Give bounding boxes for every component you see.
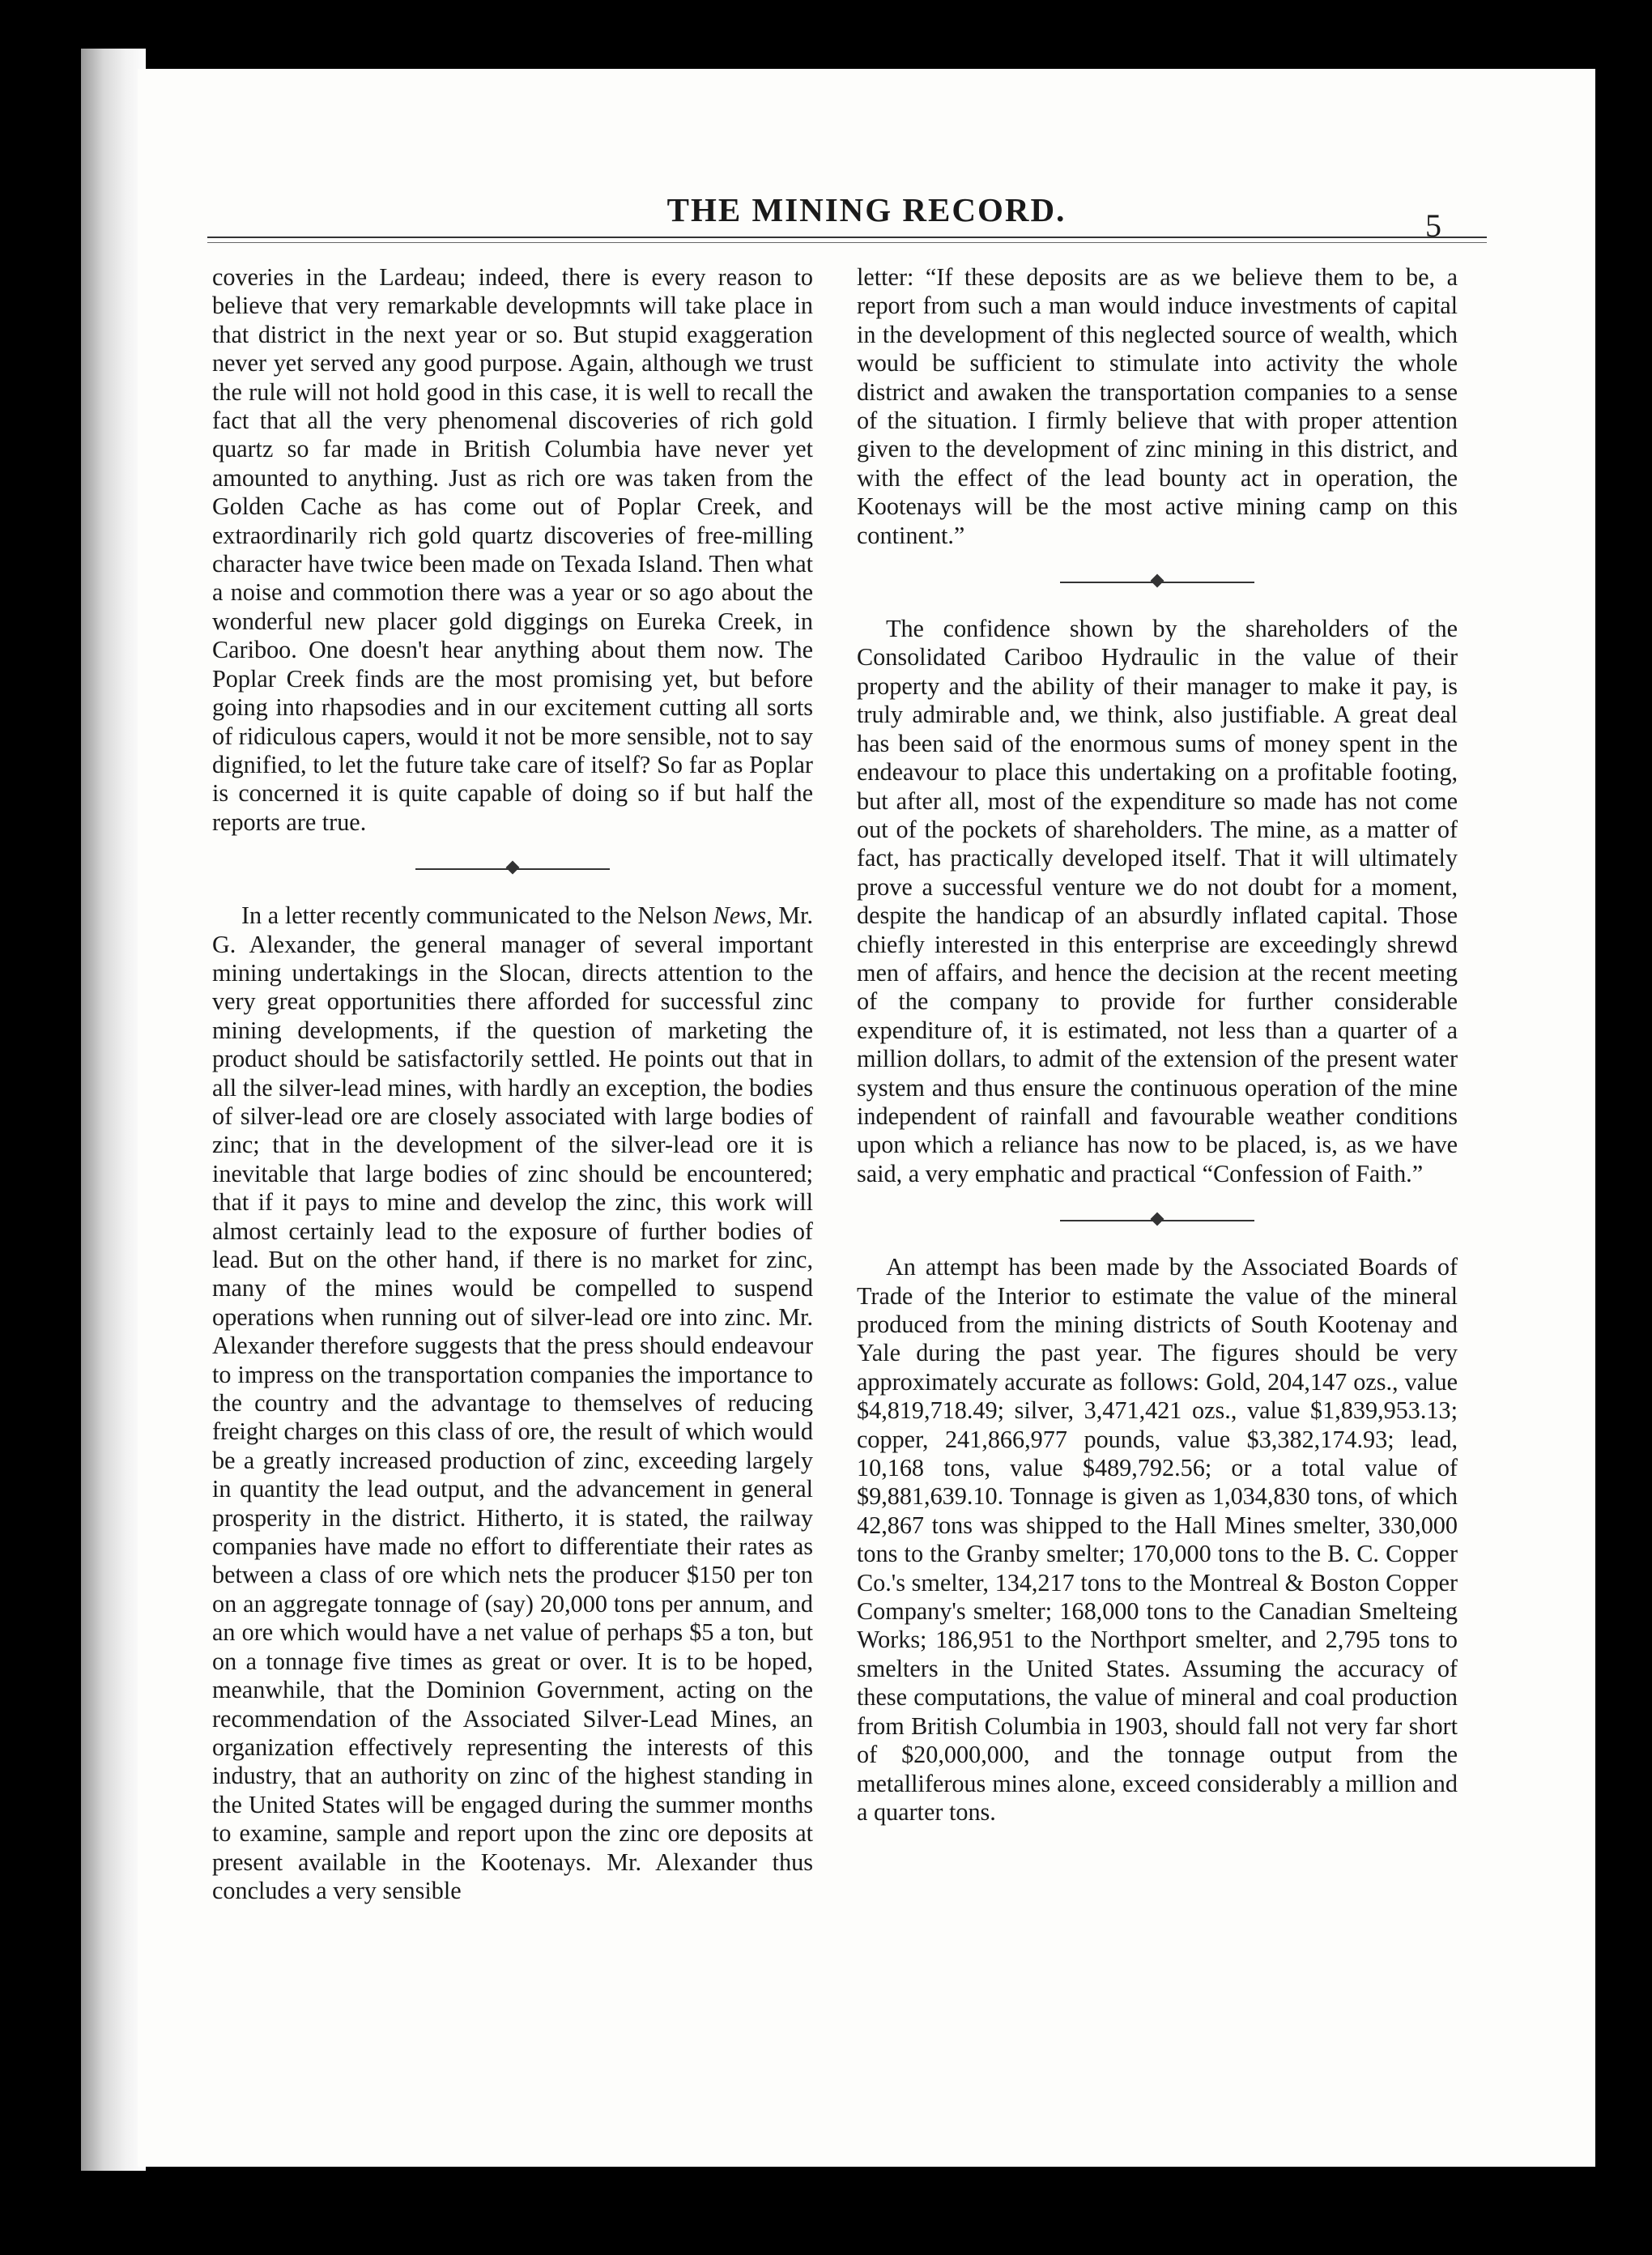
page xyxy=(138,69,1595,2167)
zinc-letter-intro: In a letter recently communicated to the Nelson xyxy=(241,902,707,930)
paragraph-zinc-letter xyxy=(212,902,813,1905)
section-divider xyxy=(857,1188,1458,1253)
divider-ornament-icon xyxy=(1151,1213,1164,1226)
divider-ornament-icon xyxy=(506,861,520,875)
header-rule-thin xyxy=(207,242,1487,243)
zinc-letter-body: Mr. G. Alexander, the general manager of several important mining undertakings in the Slocan, directs attention to the very great opportunities there afforded for successful zinc mining developments, if the question of marketing the product should be satisfactorily settled. He points out that in all the silver-lead mines, with hardly an exception, the bodies of silver-lead ore are closely associated with large bodies of zinc; that in the development of the silver-lead ore it is inevitable that large bodies of zinc should be encountered; that if it pays to mine and develop the zinc, this work will almost certainly lead to the exposure of further bodies of lead. But on the other hand, if there is no market for zinc, many of the mines would be compelled to suspend operations when running out of silver-lead ore into zinc. Mr. Alexander therefore suggests that the press should endeavour to impress on the transportation companies the importance to the country and the advantage to themselves of reducing freight charges on this class of ore, the result of which would be a greatly increased production of zinc, exceeding largely in quantity the lead output, and the advancement in general prosperity in the district. Hitherto, it is stated, the railway companies have made no effort to differentiate their rates as between a class of ore which nets the producer $150 per ton on an aggregate tonnage of (say) 20,000 tons per annum, and an ore which would have a net value of perhaps $5 a ton, but on a tonnage five times as great or over. It is to be hoped, meanwhile, that the Dominion Government, acting on the recommendation of the Associated Silver-Lead Mines, an organization effectively representing the interests of this industry, that an authority on zinc of the highest standing in the United States will be engaged during the summer months to examine, sample and report upon the zinc ore deposits at present available in the Kootenays. Mr. Alexander thus concludes a very sensible xyxy=(212,902,813,1904)
page-number: 5 xyxy=(1425,207,1441,244)
binding-gutter xyxy=(81,49,146,2171)
paragraph-alexander-quote: letter: “If these deposits are as we believe them to be, a report from such a man would induce investments of capital in the development of this neglected source of wealth, which would be sufficient to stimulate into activity the whole district and awaken the transportation companies to a sense of the situation. I firmly believe that with proper attention given to the development of zinc mining in this district, and with the effect of the lead bounty act in operation, the Kootenays will be the most active mining camp on this continent.” xyxy=(857,263,1458,549)
running-head: THE MINING RECORD. xyxy=(666,191,1067,228)
divider-ornament-icon xyxy=(1151,574,1164,588)
paragraph-cariboo-hydraulic: The confidence shown by the shareholders of the Consolidated Cariboo Hydraulic in the value of their property and the ability of their manager to make it pay, is truly admirable and, we think, also justifiable. A great deal has been said of the enormous sums of money spent in the endeavour to place this undertaking on a profitable footing, but after all, most of the expenditure so made has not come out of the pockets of shareholders. The mine, as a matter of fact, has practically developed itself. That it will ultimately prove a successful venture we do not doubt for a moment, despite the handicap of an absurdly inflated capital. Those chiefly interested in this enterprise are exceedingly shrewd men of affairs, and hence the decision at the recent meeting of the company to provide for further considerable expenditure of, it is estimated, not less than a quarter of a million dollars, to admit of the extension of the present water system and thus ensure the continuous operation of the mine independent of rainfall and favourable weather conditions upon which a reliance has now to be placed, is, as we have said, a very emphatic and practical “Confession of Faith.” xyxy=(857,615,1458,1187)
header-rule xyxy=(207,237,1487,238)
newspaper-name: News, xyxy=(713,902,773,930)
left-column xyxy=(212,263,813,1905)
section-divider xyxy=(857,550,1458,615)
paragraph-lardeau: coveries in the Lardeau; indeed, there is every reason to believe that very remarkable developmnts will take place in that district in the next year or so. But stupid exaggeration never yet served any good purpose. Again, although we trust the rule will not hold good in this case, it is well to recall the fact that all the very phenomenal discoveries of rich gold quartz so far made in British Columbia have never yet amounted to anything. Just as rich ore was taken from the Golden Cache as has come out of Poplar Creek, and extraordinarily rich gold quartz discoveries of free-milling character have twice been made on Texada Island. Then what a noise and commotion there was a year or so ago about the wonderful new placer gold diggings on Eureka Creek, in Cariboo. One doesn't hear anything about them now. The Poplar Creek finds are the most promising yet, but before going into rhapsodies and in our excitement cutting all sorts of ridiculous capers, would it not be more sensible, not to say dignified, to let the future take care of itself? So far as Poplar is concerned it is quite capable of doing so if but half the reports are true. xyxy=(212,263,813,836)
right-column xyxy=(857,263,1458,1827)
section-divider xyxy=(212,837,813,902)
paragraph-mineral-production: An attempt has been made by the Associated Boards of Trade of the Interior to estimate the value of the mineral produced from the mining districts of South Kootenay and Yale during the past year. The figures should be very approximately accurate as follows: Gold, 204,147 ozs., value $4,819,718.49; silver, 3,471,421 ozs., value $1,839,953.13; copper, 241,866,977 pounds, value $3,382,174.93; lead, 10,168 tons, value $489,792.56; or a total value of $9,881,639.10. Tonnage is given as 1,034,830 tons, of which 42,867 tons was shipped to the Hall Mines smelter, 330,000 tons to the Granby smelter; 170,000 tons to the B. C. Copper Co.'s smelter, 134,217 tons to the Montreal & Boston Copper Company's smelter; 168,000 tons to the Canadian Smelteing Works; 186,951 to the Northport smelter, and 2,795 tons to smelters in the United States. Assuming the accuracy of these computations, the value of mineral and coal production from British Columbia in 1903, should fall not very far short of $20,000,000, and the tonnage output from the metalliferous mines alone, exceed considerably a million and a quarter tons. xyxy=(857,1253,1458,1826)
